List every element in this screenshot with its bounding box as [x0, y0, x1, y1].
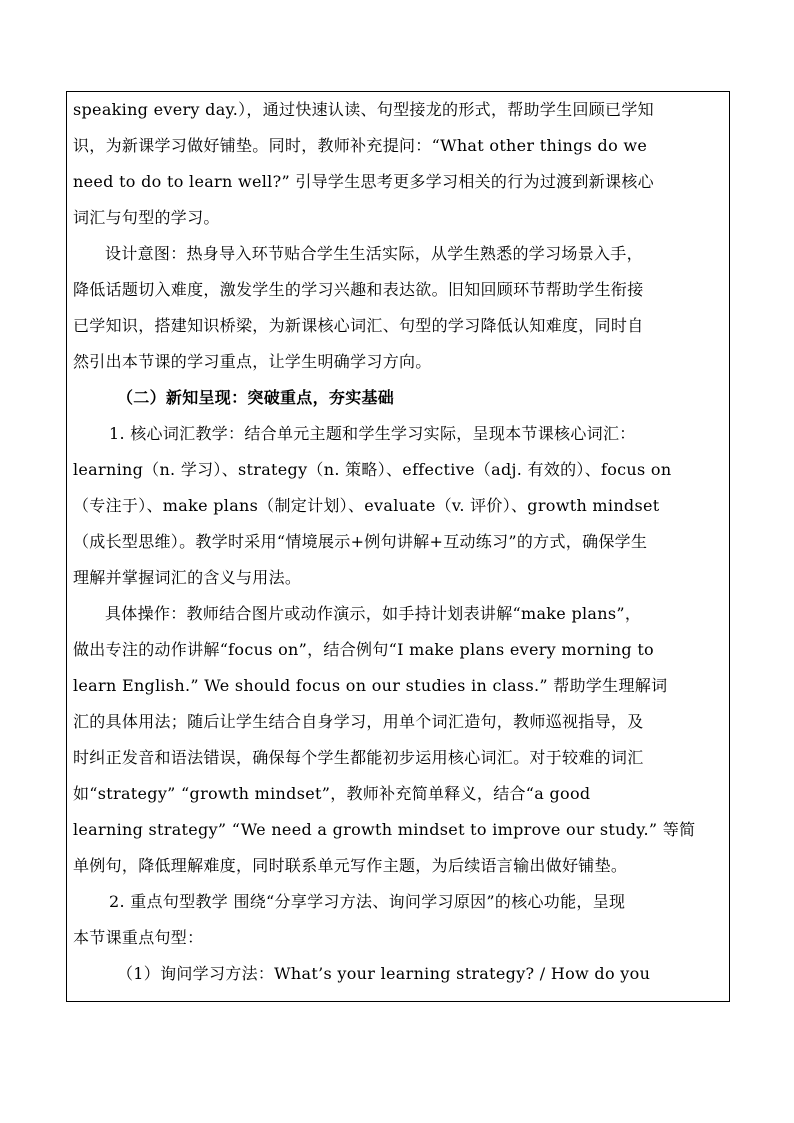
- text-line: learn English.” We should focus on our studies in class.” 帮助学生理解词: [73, 676, 668, 695]
- text-line: 时纠正发音和语法错误，确保每个学生都能初步运用核心词汇。对于较难的词汇: [73, 748, 644, 767]
- text-line: 词汇与句型的学习。: [73, 208, 220, 227]
- paragraph-first-line: 1. 核心词汇教学：结合单元主题和学生学习实际，呈现本节课核心词汇：: [109, 424, 636, 443]
- text-line: 汇的具体用法；随后让学生结合自身学习，用单个词汇造句，教师巡视指导，及: [73, 712, 644, 731]
- text-line: 如“strategy” “growth mindset”，教师补充简单释义，结合“a good: [73, 784, 591, 803]
- text-line: 做出专注的动作讲解“focus on”，结合例句“I make plans every morning to: [73, 640, 654, 659]
- text-line: speaking every day.），通过快速认读、句型接龙的形式，帮助学生回顾已学知: [73, 100, 654, 119]
- text-line: （专注于）、make plans（制定计划）、evaluate（v. 评价）、growth mindset: [73, 496, 660, 515]
- text-line: learning strategy” “We need a growth mindset to improve our study.” 等简: [73, 820, 696, 839]
- text-line: 然引出本节课的学习重点，让学生明确学习方向。: [73, 352, 432, 371]
- text-line: （成长型思维）。教学时采用“情境展示+例句讲解+互动练习”的方式，确保学生: [73, 532, 648, 551]
- paragraph-first-line: 2. 重点句型教学 围绕“分享学习方法、询问学习原因”的核心功能，呈现: [109, 892, 626, 911]
- paragraph-first-line: 具体操作：教师结合图片或动作演示，如手持计划表讲解“make plans”，: [105, 604, 642, 623]
- document-table-cell: [66, 91, 730, 1002]
- section-heading: （二）新知呈现：突破重点，夯实基础: [117, 388, 395, 407]
- text-line: learning（n. 学习）、strategy（n. 策略）、effective（adj. 有效的）、focus on: [73, 460, 672, 479]
- text-line: 已学知识，搭建知识桥梁，为新课核心词汇、句型的学习降低认知难度，同时自: [73, 316, 644, 335]
- text-line: 识，为新课学习做好铺垫。同时，教师补充提问：“What other things do we: [73, 136, 648, 155]
- paragraph-first-line: （1）询问学习方法：What’s your learning strategy? / How do you: [117, 964, 651, 983]
- text-line: 降低话题切入难度，激发学生的学习兴趣和表达欲。旧知回顾环节帮助学生衔接: [73, 280, 644, 299]
- text-line: need to do to learn well?” 引导学生思考更多学习相关的行为过渡到新课核心: [73, 172, 654, 191]
- paragraph-first-line: 设计意图：热身导入环节贴合学生生活实际，从学生熟悉的学习场景入手，: [105, 244, 643, 263]
- text-line: 理解并掌握词汇的含义与用法。: [73, 568, 302, 587]
- text-line: 本节课重点句型：: [73, 928, 204, 947]
- text-line: 单例句，降低理解难度，同时联系单元写作主题，为后续语言输出做好铺垫。: [73, 856, 628, 875]
